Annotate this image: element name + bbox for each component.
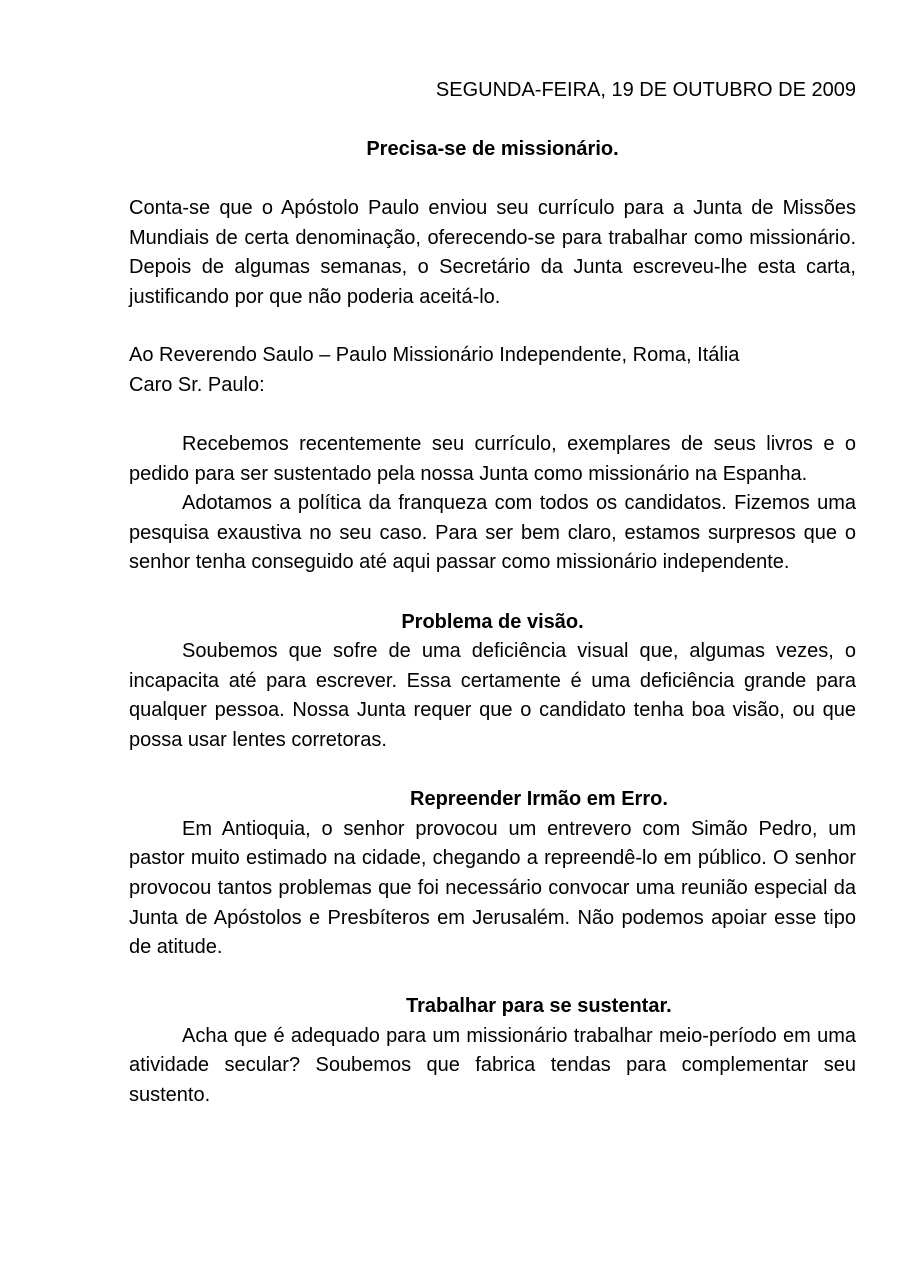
letter-body bbox=[129, 430, 856, 1111]
letter-paragraph: Adotamos a política da franqueza com todos os candidatos. Fizemos uma pesquisa exaustiva no seu caso. Para ser bem claro, estamos surpresos que o senhor tenha conseguido até aqui passar como missionário independente. bbox=[129, 492, 856, 574]
section-paragraph: Em Antioquia, o senhor provocou um entrevero com Simão Pedro, um pastor muito estimado na cidade, chegando a repreendê-lo em público. O senhor provocou tantos problemas que foi necessário convocar uma reunião especial da Junta de Apóstolos e Presbíteros em Jerusalém. Não podemos apoiar esse tipo de atitude. bbox=[129, 817, 856, 959]
letter-address-block bbox=[129, 341, 856, 400]
letter-salutation: Caro Sr. Paulo: bbox=[129, 373, 265, 396]
section-paragraph: Soubemos que sofre de uma deficiência visual que, algumas vezes, o incapacita até para escrever. Essa certamente é uma deficiência grande para qualquer pessoa. Nossa Junta requer que o candidato tenha boa visão, ou que possa usar lentes corretoras. bbox=[129, 640, 856, 751]
section-heading: Trabalhar para se sustentar. bbox=[406, 995, 672, 1018]
document-title: Precisa-se de missionário. bbox=[366, 138, 619, 160]
section-heading: Repreender Irmão em Erro. bbox=[410, 788, 668, 811]
intro-paragraph: Conta-se que o Apóstolo Paulo enviou seu currículo para a Junta de Missões Mundiais de certa denominação, oferecendo-se para trabalhar como missionário. Depois de algumas semanas, o Secretário da Junta escreveu-lhe esta carta, justificando por que não poderia aceitá-lo. bbox=[129, 197, 856, 308]
letter-recipient: Ao Reverendo Saulo – Paulo Missionário Independente, Roma, Itália bbox=[129, 344, 740, 366]
paragraph-gap bbox=[129, 578, 856, 608]
post-date: SEGUNDA-FEIRA, 19 DE OUTUBRO DE 2009 bbox=[435, 79, 856, 101]
paragraph-gap bbox=[129, 963, 856, 993]
section-heading: Problema de visão. bbox=[401, 610, 584, 633]
paragraph-gap bbox=[129, 756, 856, 786]
section-paragraph: Acha que é adequado para um missionário trabalhar meio-período em uma atividade secular? Soubemos que fabrica tendas para complementar seu sustento. bbox=[129, 1024, 856, 1107]
letter-paragraph: Recebemos recentemente seu currículo, exemplares de seus livros e o pedido para ser sustentado pela nossa Junta como missionário na Espanha. bbox=[129, 433, 856, 485]
